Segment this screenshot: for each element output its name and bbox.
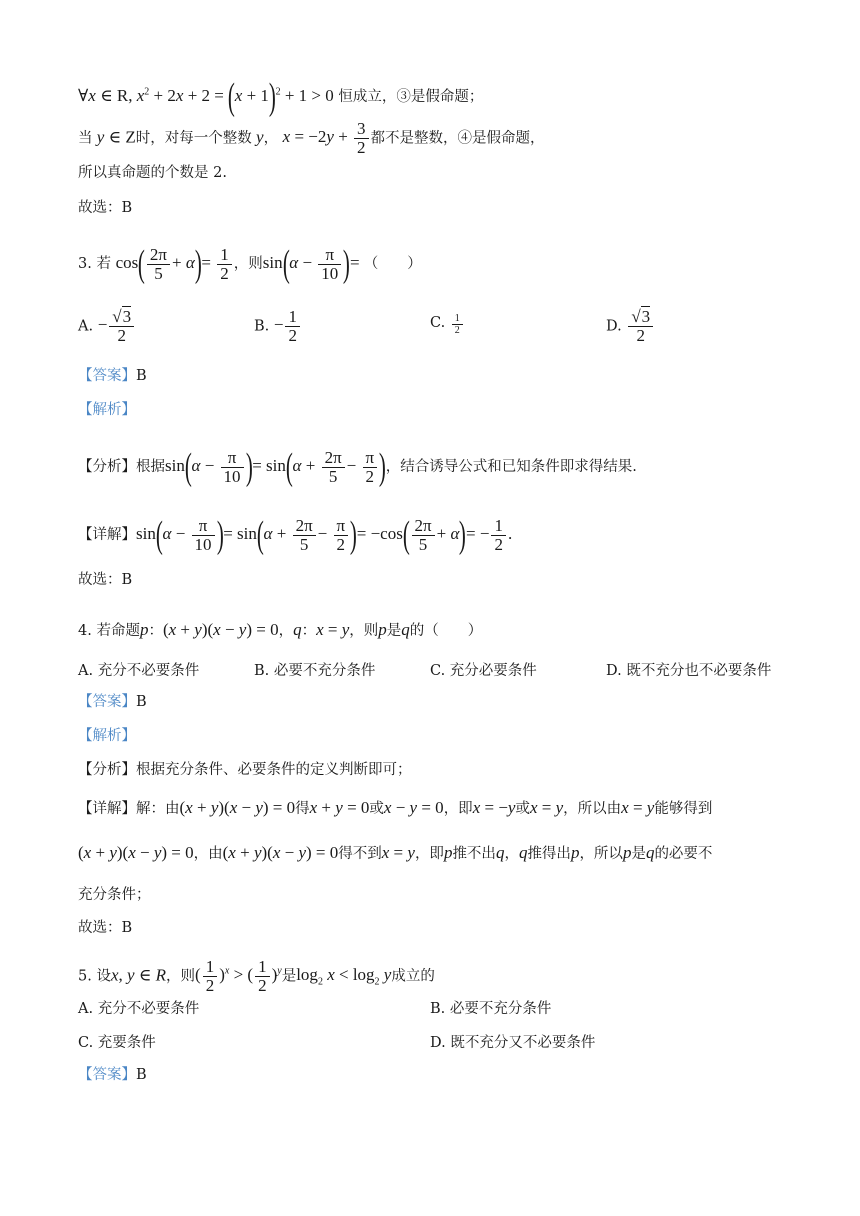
math-var: p: [622, 843, 632, 862]
solution-line-4: 当 y ∈ Z时，对每一个整数 y， x = −2y + $\frac{3}{2}$ 都不是整数，④是假命题，: [78, 119, 545, 157]
detail-text: 解：由: [136, 801, 180, 817]
math-expression: − $\frac{1}{2}$: [274, 315, 302, 334]
math-expression: (x + y)(x − y) = 0: [78, 843, 194, 862]
math-expression: x = −2y + $\frac{3}{2}$: [283, 127, 371, 146]
detail-line-2: [78, 843, 712, 864]
math-expression: sin(α − $\frac{\pi}{10}$ )=: [262, 243, 364, 285]
option-b: B. 必要不充分条件: [254, 663, 376, 679]
detail-text: 推不出: [452, 846, 496, 862]
option-label: B.: [254, 318, 270, 335]
fenxi-text: 根据充分条件、必要条件的定义判断即可；: [136, 762, 412, 778]
detail-text: 得: [295, 801, 310, 817]
answer-choice-line: 故选：B: [78, 920, 133, 936]
analysis-line: [78, 760, 412, 780]
math-expression: x = y: [381, 843, 415, 862]
math-var: q: [293, 620, 302, 639]
detail-tag: 【详解】: [78, 526, 136, 543]
math-expression: ∀x ∈ R, $x^2 + 2x + 2 = (x + 1)^2 + 1 > 0$: [78, 76, 334, 118]
math-expression: − $\frac{√3}{2}$: [98, 315, 136, 334]
answer-tag: 【答案】: [78, 368, 136, 384]
answer-tag: 【答案】: [78, 694, 136, 710]
detail-text: 或: [515, 801, 530, 817]
option-d: D. 既不充分也不必要条件: [606, 663, 772, 679]
stem-text: 是: [386, 623, 402, 639]
detail-text: 能够得到: [654, 801, 713, 817]
math-var: p: [443, 843, 453, 862]
answer-line: [78, 366, 147, 386]
answer-tag: 【答案】: [78, 1067, 136, 1083]
stem-text: ：: [148, 623, 163, 639]
detail-text: 是: [631, 846, 646, 862]
detail-text: ，所以: [579, 846, 623, 862]
math-expression: x = y: [621, 798, 655, 817]
stem-text: ，则: [349, 623, 379, 639]
option-label: C.: [430, 314, 446, 331]
option-c: C. 充分必要条件: [430, 663, 537, 679]
question-4-stem: [78, 620, 482, 641]
question-number: 5.: [78, 968, 92, 985]
math-expression: x − y = 0: [383, 798, 444, 817]
detail-text: ，即: [414, 846, 444, 862]
math-expression: x = y: [529, 798, 564, 817]
math-expression: $\log_2 x < \log_2 y$: [296, 965, 392, 988]
line-text: 都不是整数，④是假命题，: [370, 130, 545, 147]
line-text: 当: [78, 130, 93, 147]
option-a: A. 充分不必要条件: [78, 1001, 200, 1017]
answer-value: B: [136, 368, 147, 384]
math-expression: sin(α − $\frac{\pi}{10}$ )= sin(α + $\frac{2\pi}{5}$ − $\frac{\pi}{2}$ ): [165, 446, 386, 488]
math-expression: x + y = 0: [309, 798, 370, 817]
math-expression: $\frac{1}{2}$: [450, 319, 465, 330]
detail-text: ，由: [193, 846, 223, 862]
answer-line: [78, 1065, 147, 1085]
stem-text: （ ）: [363, 255, 422, 272]
answer-choice-line: 故选：B: [78, 200, 133, 216]
math-expression: x = −y: [472, 798, 516, 817]
solution-line-3: [78, 78, 483, 116]
answer-value: B: [136, 1067, 147, 1083]
detail-text: 或: [369, 801, 384, 817]
math-var: q: [401, 620, 410, 639]
question-number: 4.: [78, 623, 92, 639]
option-d: [606, 308, 655, 345]
option-b: B. 必要不充分条件: [430, 1001, 552, 1017]
math-expression: (x + y)(x − y) = 0: [222, 843, 339, 862]
math-expression: cos( $\frac{2\pi}{5}$ + α)= $\frac{1}{2}$: [116, 253, 234, 272]
math-var: q: [518, 843, 528, 862]
line-text: 恒成立，③是假命题；: [338, 88, 484, 105]
answer-value: B: [136, 694, 147, 710]
option-c: C. 充要条件: [78, 1035, 156, 1051]
detail-line-3: 充分条件；: [78, 887, 151, 903]
detail-text: 推得出: [527, 846, 571, 862]
solution-conclusion-line: 所以真命题的个数是 2.: [78, 165, 227, 181]
option-label: D.: [606, 318, 622, 335]
math-expression: ( $\frac{1}{2}$ )$^x$ > ( $\frac{1}{2}$ )$^y$: [195, 957, 282, 995]
stem-text: ，: [278, 623, 294, 639]
detail-text: ，: [504, 846, 519, 862]
line-text: 时，对每一个整数: [135, 130, 252, 147]
stem-text: 成立的: [391, 968, 435, 985]
math-expression: $\frac{√3}{2}$: [626, 315, 655, 334]
math-expression: x, y ∈ R: [110, 965, 167, 985]
option-label: A.: [78, 318, 94, 335]
stem-text: 设: [96, 968, 111, 985]
fenxi-tag: 【分析】: [78, 762, 136, 778]
math-expression: x = y: [316, 620, 350, 639]
math-expression: sin(α − $\frac{\pi}{10}$ )= sin(α + $\frac{2\pi}{5}$ − $\frac{\pi}{2}$ )= −cos( $\frac{2\pi}{5}$ + α)= − $\frac{1}{2}$ .: [136, 514, 513, 556]
option-a: [78, 308, 136, 345]
detail-line: [78, 516, 512, 554]
analysis-tag: 【解析】: [78, 728, 136, 744]
answer-line: [78, 692, 147, 712]
detail-text: ，即: [443, 801, 473, 817]
math-expression: (x + y)(x − y) = 0: [162, 620, 279, 639]
question-number: 3.: [78, 255, 92, 272]
fenxi-text: 根据: [136, 458, 165, 475]
analysis-line: [78, 448, 637, 486]
question-5-stem: [78, 958, 435, 995]
option-b: [254, 308, 302, 345]
math-var: q: [645, 843, 655, 862]
option-d: D. 既不充分又不必要条件: [430, 1035, 596, 1051]
fenxi-text: ，结合诱导公式和已知条件即求得结果.: [385, 458, 637, 475]
stem-text: ，则: [166, 968, 196, 985]
answer-choice-line: 故选：B: [78, 572, 133, 588]
question-3-stem: [78, 245, 422, 283]
math-var: q: [495, 843, 505, 862]
stem-text: 是: [281, 968, 297, 985]
detail-line: [78, 798, 712, 819]
stem-text: 若命题: [96, 623, 140, 639]
detail-text: 得不到: [338, 846, 382, 862]
analysis-tag: 【解析】: [78, 402, 136, 418]
stem-text: 若: [96, 255, 111, 272]
detail-text: ，所以由: [563, 801, 622, 817]
detail-text: 的必要不: [654, 846, 713, 862]
stem-text: 的（ ）: [409, 623, 483, 639]
option-a: A. 充分不必要条件: [78, 663, 200, 679]
stem-text: ：: [301, 623, 317, 639]
stem-text: ，则: [233, 255, 263, 272]
math-var: p: [378, 620, 387, 639]
math-var: y: [251, 127, 264, 147]
detail-tag: 【详解】: [78, 801, 136, 817]
option-c: [430, 313, 465, 336]
math-var: p: [570, 843, 580, 862]
fenxi-tag: 【分析】: [78, 458, 136, 475]
math-var: p: [139, 620, 149, 639]
math-expression: y ∈ Z: [96, 127, 136, 147]
math-expression: (x + y)(x − y) = 0: [179, 798, 296, 817]
